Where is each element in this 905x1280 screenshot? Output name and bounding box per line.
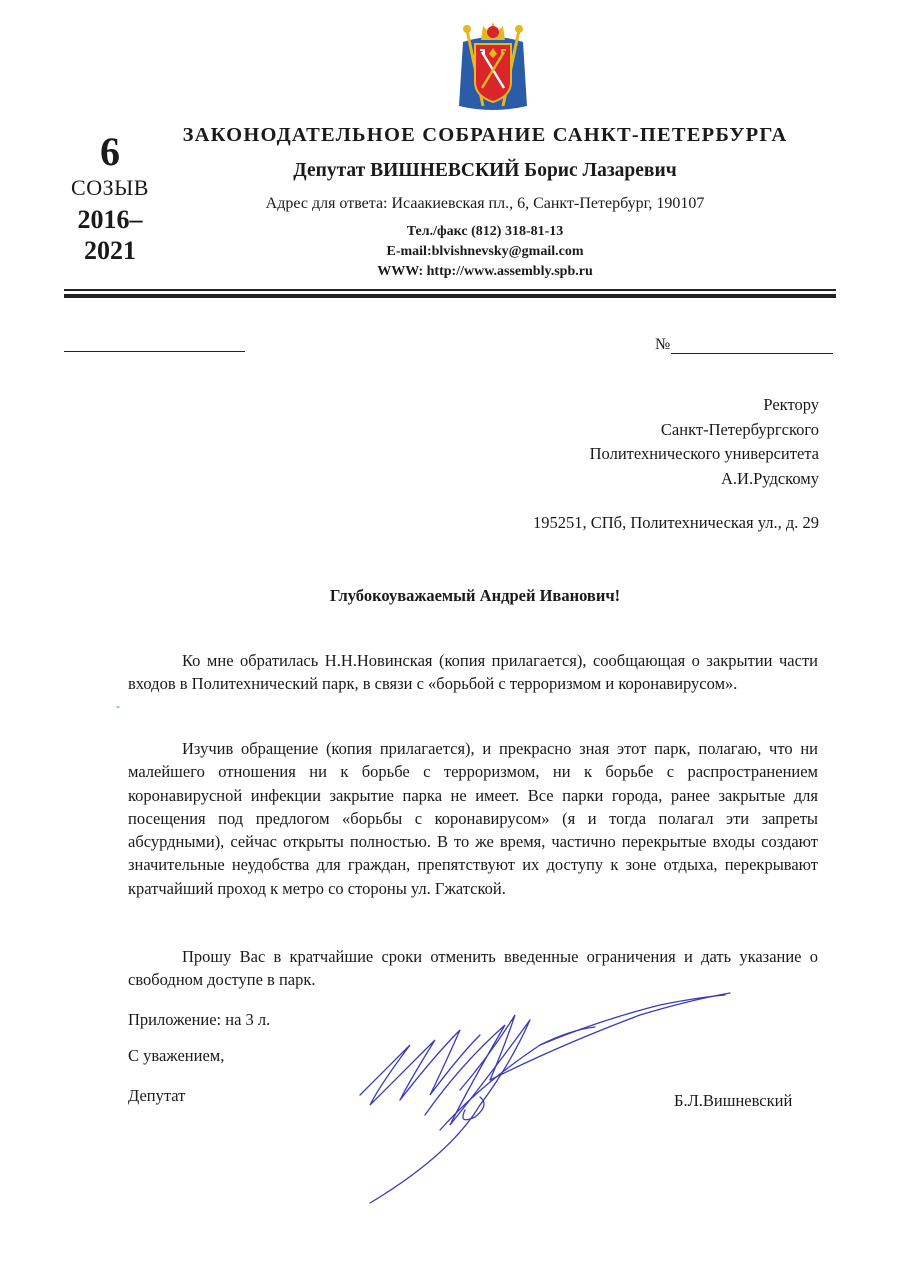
recipient-line: Политехнического университета xyxy=(589,444,819,464)
number-label: № xyxy=(655,336,671,353)
salutation: Глубокоуважаемый Андрей Иванович! xyxy=(329,586,621,605)
website: WWW: http://www.assembly.spb.ru xyxy=(377,264,593,279)
body-paragraph: Ко мне обратилась Н.Н.Новинская (копия прилагается), сообщающая о закрытии части входов в Политехнический парк, в связи с «борьбой с терроризмом и коронавирусом». xyxy=(128,651,818,694)
years-line-1: 2016– xyxy=(77,205,143,234)
convocation-label: СОЗЫВ xyxy=(71,175,149,200)
recipient-line: Санкт-Петербургского xyxy=(660,419,819,439)
attachment-note: Приложение: на 3 л. xyxy=(128,1010,271,1029)
recipient-line: Ректору xyxy=(763,395,819,414)
recipient-line: А.И.Рудскому xyxy=(721,469,819,489)
number-field xyxy=(655,336,833,354)
coat-of-arms-icon xyxy=(453,18,533,114)
body-paragraph: Изучив обращение (копия прилагается), и прекрасно зная этот парк, полагаю, что ни малейшего отношения ни к борьбе с терроризмом, ни к борьбе с распространением коронавирусной инфекции закрытие парка не имеет. Все парки города, ранее закрытые для посещения под предлогом «борьбы с коронавирусом» (я и тогда полагал эти запреты абсурдными), сейчас открыты полностью. В то же время, частично перекрытые входы создают значительные неудобства для граждан, препятствуют их доступу к зоне отдыха, перекрывают кратчайший проход к метро со стороны ул. Гжатской. xyxy=(128,739,818,898)
signer-position: Депутат xyxy=(128,1086,186,1105)
email-address: E-mail:blvishnevsky@gmail.com xyxy=(386,244,584,259)
convocation-number: 6 xyxy=(100,129,120,174)
deputy-name: Депутат ВИШНЕВСКИЙ Борис Лазаревич xyxy=(293,160,677,181)
header-divider-thick xyxy=(64,294,836,298)
recipient-postal-address: 195251, СПб, Политехническая ул., д. 29 xyxy=(533,513,819,532)
header-divider-thin xyxy=(64,289,836,291)
return-address: Адрес для ответа: Исаакиевская пл., 6, Санкт-Петербург, 190107 xyxy=(265,195,705,212)
closing-regards: С уважением, xyxy=(128,1046,225,1065)
body-paragraph: Прошу Вас в кратчайшие сроки отменить введенные ограничения и дать указание о свободном доступе в парк. xyxy=(128,947,818,990)
convocation-years xyxy=(62,204,158,266)
signer-name: Б.Л.Вишневский xyxy=(674,1091,793,1110)
organization-name: ЗАКОНОДАТЕЛЬНОЕ СОБРАНИЕ САНКТ-ПЕТЕРБУРГА xyxy=(182,124,788,146)
margin-mark: - xyxy=(116,699,120,713)
number-blank-line xyxy=(671,337,833,354)
handwritten-signature xyxy=(340,985,740,1215)
date-blank-line xyxy=(64,345,245,352)
phone-fax: Тел./факс (812) 318-81-13 xyxy=(406,224,564,239)
recipient-block xyxy=(399,393,819,492)
years-line-2: 2021 xyxy=(84,236,136,265)
